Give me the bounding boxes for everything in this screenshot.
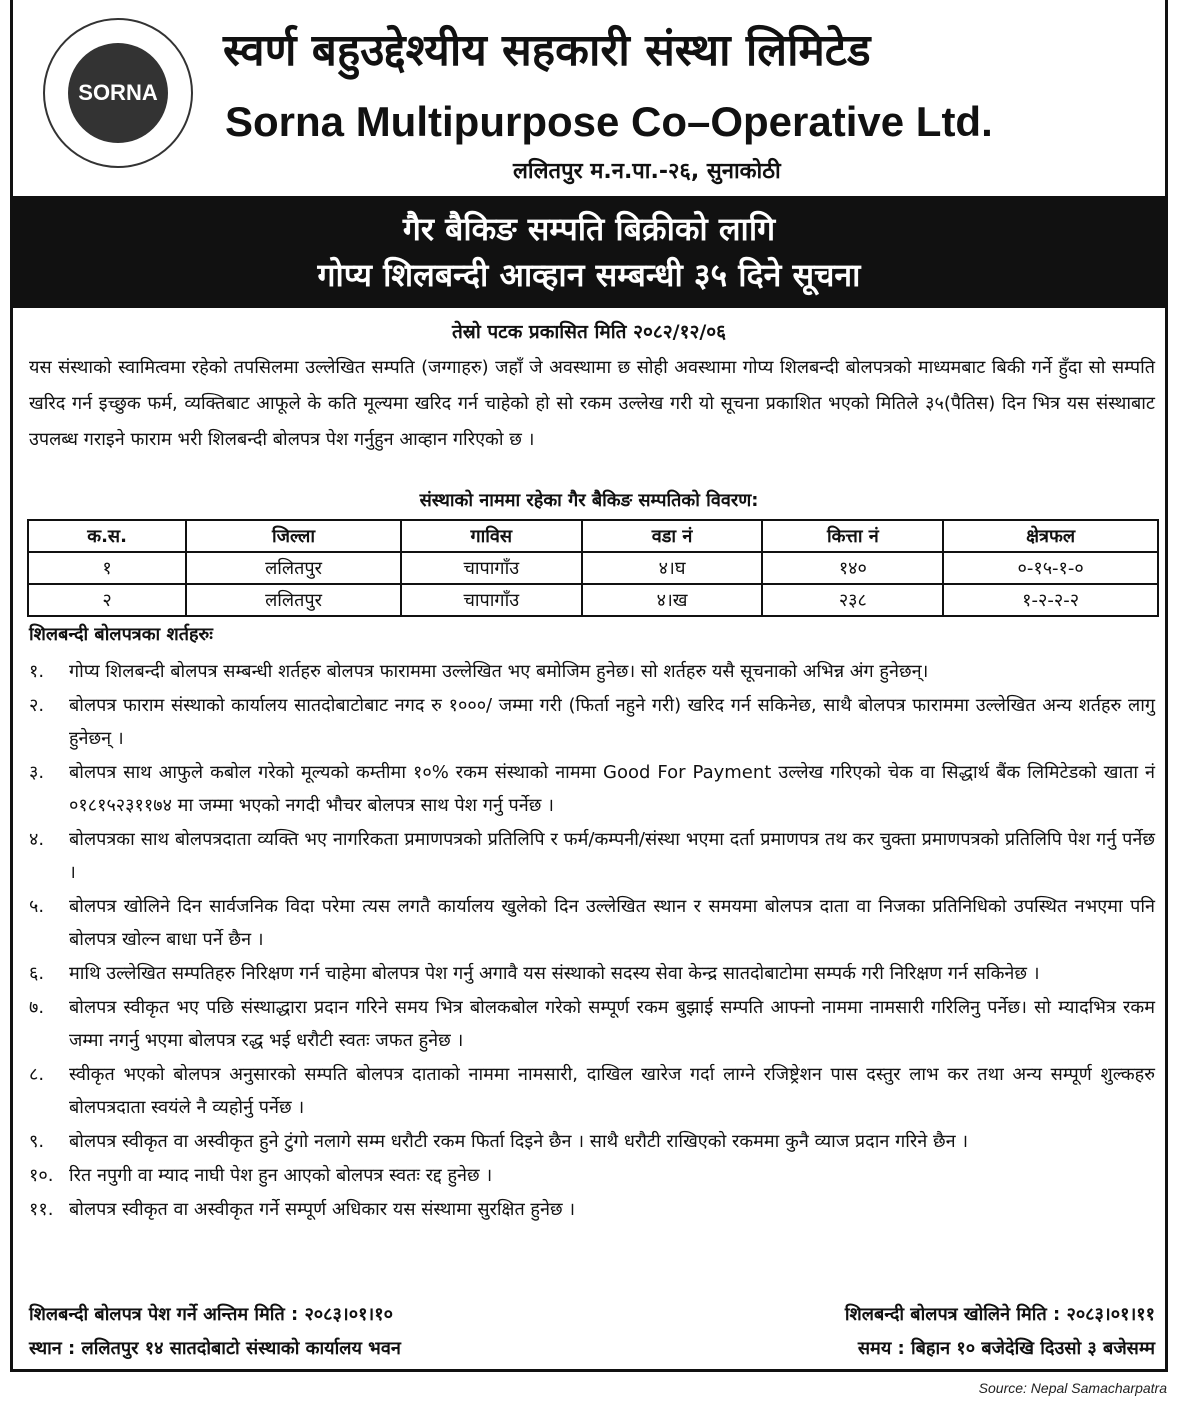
- term-item: [29, 1193, 1155, 1226]
- cell: ललितपुर: [186, 552, 401, 584]
- footer-place-time: [29, 1336, 1155, 1360]
- term-text: बोलपत्र स्वीकृत वा अस्वीकृत हुने टुंगो नलागे सम्म धरौटी रकम फिर्ता दिइने छैन । साथै धरौटी राखिएको रकममा कुनै व्याज प्रदान गरिने छैन ।: [69, 1131, 969, 1152]
- cell: २: [28, 584, 186, 616]
- term-number: ६.: [29, 963, 45, 984]
- term-item: [29, 689, 1155, 755]
- term-text: बोलपत्र फाराम संस्थाको कार्यालय सातदोबाटोबाट नगद रु १०००/ जम्मा गरी (फिर्ता नहुने गरी) खरिद गर्न सकिनेछ, साथै बोलपत्र फाराममा उल्लेखित अन्य शर्तहरु लागु हुनेछन् ।: [69, 695, 1155, 749]
- term-number: ८.: [29, 1064, 45, 1085]
- term-number: ९.: [29, 1131, 45, 1152]
- col-district: जिल्ला: [186, 520, 401, 552]
- col-vdc: गाविस: [401, 520, 582, 552]
- intro-paragraph: यस संस्थाको स्वामित्वमा रहेको तपसिलमा उल्लेखित सम्पति (जग्गाहरु) जहाँ जे अवस्थामा छ सोही अवस्थामा गोप्य शिलबन्दी बोलपत्रको माध्यमबाट बिकी गर्ने हुँदा सो सम्पति खरिद गर्न इच्छुक फर्म, व्यक्तिबाट आफूले के कति मूल्यमा खरिद गर्न चाहेको हो सो रकम उल्लेख गरी यो सूचना प्रकाशित भएको मितिले ३५(पैतिस) दिन भित्र यस संस्थाबाट उपलब्ध गराइने फाराम भरी शिलबन्दी बोलपत्र पेश गर्नुहुन आव्हान गरिएको छ ।: [29, 357, 1155, 450]
- publish-date: तेस्रो पटक प्रकासित मिति २०८२/१२/०६: [451, 321, 727, 343]
- term-item: [29, 823, 1155, 889]
- table-row: [28, 552, 1158, 584]
- term-text: गोप्य शिलबन्दी बोलपत्र सम्बन्धी शर्तहरु बोलपत्र फाराममा उल्लेखित भए बमोजिम हुनेछ। सो शर्तहरु यसै सूचनाको अभिन्न अंग हुनेछन्।: [69, 661, 929, 682]
- term-text: बोलपत्र स्वीकृत भए पछि संस्थाद्धारा प्रदान गरिने समय भित्र बोलकबोल गरेको सम्पूर्ण रकम बुझाई सम्पति आफ्नो नाममा नामसारी गरिलिनु पर्नेछ। सो म्यादभित्र रकम जम्मा नगर्नु भएमा बोलपत्र रद्ध भई धरौटी स्वतः जफत हुनेछ ।: [69, 997, 1155, 1051]
- table-row: [28, 584, 1158, 616]
- banner-line-1: गैर बैकिङ सम्पति बिक्रीको लागि: [402, 210, 776, 248]
- cell: १४०: [762, 552, 943, 584]
- footer-dates: [29, 1302, 1155, 1326]
- cell: चापागाँउ: [401, 552, 582, 584]
- term-item: [29, 1159, 1155, 1192]
- cell: ४।ख: [582, 584, 763, 616]
- term-text: बोलपत्र साथ आफुले कबोल गरेको मूल्यको कम्तीमा १०% रकम संस्थाको नाममा Good For Payment उल्लेख गरिएको चेक वा सिद्धार्थ बैंक लिमिटेडको खाता नं ०१८१५२३११७४ मा जम्मा भएको नगदी भौचर बोलपत्र साथ पेश गर्नु पर्नेछ ।: [69, 762, 1155, 816]
- location: स्थान : ललितपुर १४ सातदोबाटो संस्थाको कार्यालय भवन: [29, 1338, 401, 1359]
- col-area: क्षेत्रफल: [943, 520, 1158, 552]
- header: [13, 0, 1165, 196]
- term-number: ४.: [29, 829, 45, 850]
- cell: चापागाँउ: [401, 584, 582, 616]
- term-item: [29, 756, 1155, 822]
- term-text: स्वीकृत भएको बोलपत्र अनुसारको सम्पति बोलपत्र दाताको नाममा नामसारी, दाखिल खारेज गर्दा लाग्ने रजिष्ट्रेशन पास दस्तुर लाभ कर तथा अन्य सम्पूर्ण शुल्कहरु बोलपत्रदाता स्वयंले नै व्यहोर्नु पर्नेछ ।: [69, 1064, 1155, 1118]
- table-title: संस्थाको नाममा रहेका गैर बैकिङ सम्पतिको विवरण:: [419, 490, 759, 511]
- notice-frame: [10, 0, 1168, 1372]
- term-text: बोलपत्रका साथ बोलपत्रदाता व्यक्ति भए नागरिकता प्रमाणपत्रको प्रतिलिपि र फर्म/कम्पनी/संस्था भएमा दर्ता प्रमाणपत्र तथ कर चुक्ता प्रमाणपत्रको प्रतिलिपि पेश गर्नु पर्नेछ ।: [69, 829, 1155, 883]
- cell: ४।घ: [582, 552, 763, 584]
- term-text: रित नपुगी वा म्याद नाघी पेश हुन आएको बोलपत्र स्वतः रद्द हुनेछ ।: [69, 1165, 493, 1186]
- term-text: बोलपत्र स्वीकृत वा अस्वीकृत गर्ने सम्पूर्ण अधिकार यस संस्थामा सुरक्षित हुनेछ ।: [69, 1199, 576, 1220]
- term-number: १०.: [29, 1165, 54, 1186]
- title-english: Sorna Multipurpose Co–Operative Ltd.: [225, 98, 993, 145]
- term-number: ११.: [29, 1199, 54, 1220]
- sorna-logo: [43, 18, 193, 168]
- opening-date: शिलबन्दी बोलपत्र खोलिने मिति : २०८३।०१।११: [844, 1304, 1155, 1325]
- cell: २३८: [762, 584, 943, 616]
- cell: ललितपुर: [186, 584, 401, 616]
- cell: १: [28, 552, 186, 584]
- title-nepali: स्वर्ण बहुउद्देश्यीय सहकारी संस्था लिमिटेड: [223, 25, 871, 76]
- term-item: [29, 991, 1155, 1057]
- time: समय : बिहान १० बजेदेखि दिउसो ३ बजेसम्म: [857, 1338, 1155, 1359]
- term-text: माथि उल्लेखित सम्पतिहरु निरिक्षण गर्न चाहेमा बोलपत्र पेश गर्नु अगावै यस संस्थाको सदस्य सेवा केन्द्र सातदोबाटोमा सम्पर्क गरी निरिक्षण गर्न सकिनेछ ।: [69, 963, 1040, 984]
- submit-deadline: शिलबन्दी बोलपत्र पेश गर्ने अन्तिम मिति : २०८३।०१।१०: [29, 1304, 393, 1325]
- col-kitta: कित्ता नं: [762, 520, 943, 552]
- term-number: २.: [29, 695, 45, 716]
- term-number: ३.: [29, 762, 45, 783]
- source-credit: Source: Nepal Samacharpatra: [978, 1380, 1167, 1396]
- property-table: [27, 519, 1159, 617]
- term-item: [29, 655, 1155, 688]
- terms-list: [29, 655, 1155, 1227]
- banner-line-2: गोप्य शिलबन्दी आव्हान सम्बन्धी ३५ दिने सूचना: [317, 256, 861, 294]
- cell: ०-१५-१-०: [943, 552, 1158, 584]
- term-item: [29, 1058, 1155, 1124]
- cell: १-२-२-२: [943, 584, 1158, 616]
- term-number: ७.: [29, 997, 45, 1018]
- term-text: बोलपत्र खोलिने दिन सार्वजनिक विदा परेमा त्यस लगतै कार्यालय खुलेको दिन उल्लेखित स्थान र समयमा बोलपत्र दाता वा निजका प्रतिनिधिको उपस्थित नभएमा पनि बोलपत्र खोल्न बाधा पर्ने छैन ।: [69, 896, 1155, 950]
- col-ward: वडा नं: [582, 520, 763, 552]
- term-number: १.: [29, 661, 45, 682]
- table-header-row: [28, 520, 1158, 552]
- term-number: ५.: [29, 896, 45, 917]
- notice-banner: [13, 196, 1165, 308]
- terms-heading: शिलबन्दी बोलपत्रका शर्तहरुः: [29, 624, 213, 645]
- term-item: [29, 890, 1155, 956]
- term-item: [29, 957, 1155, 990]
- address: ललितपुर म.न.पा.-२६, सुनाकोठी: [513, 159, 781, 184]
- logo-text: SORNA: [68, 43, 168, 143]
- term-item: [29, 1125, 1155, 1158]
- col-sn: क.स.: [28, 520, 186, 552]
